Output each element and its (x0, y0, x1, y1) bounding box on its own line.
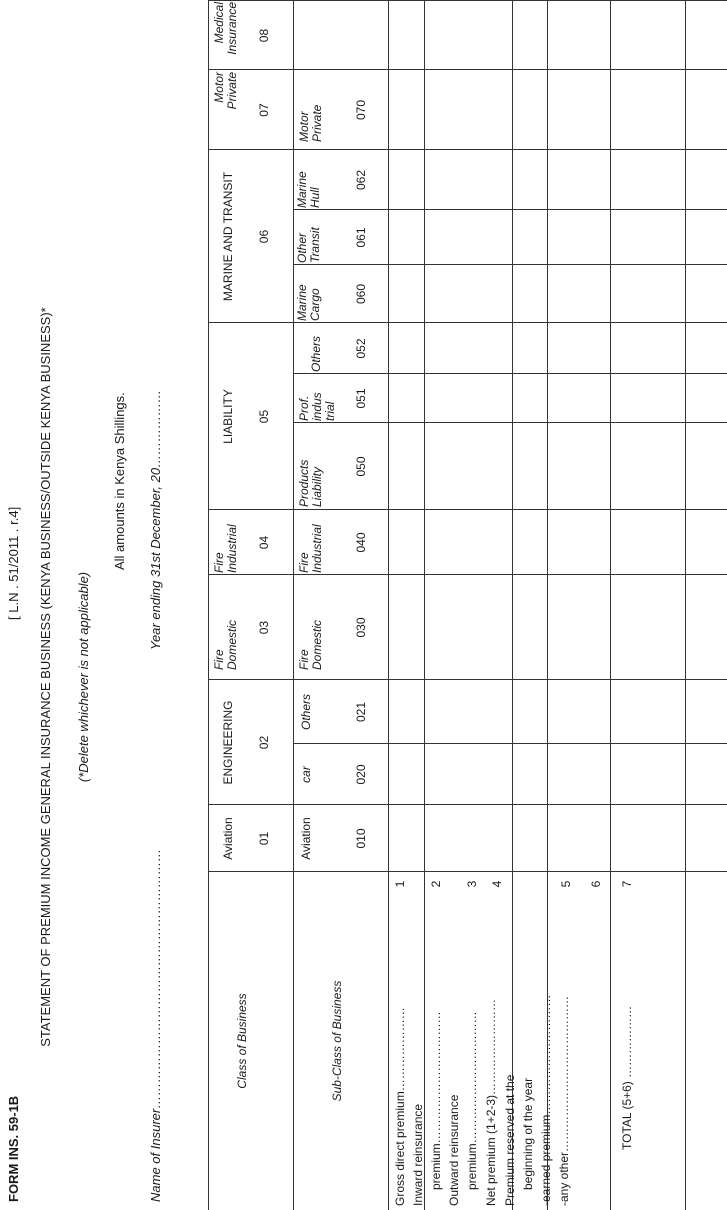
subclass-name: Motor Private (297, 104, 324, 142)
table-rule (208, 804, 727, 805)
row-label: Outward reinsurance (447, 1094, 461, 1206)
subclass-code: 040 (354, 532, 368, 553)
row-label: -any other………………………………… (557, 995, 571, 1206)
table-rule (293, 0, 294, 1210)
subclass-code: 010 (354, 828, 368, 849)
subclass-code: 052 (354, 338, 368, 359)
class-of-business-label: Class of Business (235, 993, 249, 1089)
year-ending-field[interactable]: Year ending 31st December, 20……………… (148, 389, 163, 650)
subclass-code: 061 (354, 227, 368, 248)
subclass-name: Products Liability (297, 459, 324, 507)
subclass-code: 030 (354, 617, 368, 638)
table-rule (208, 871, 727, 872)
table-rule (208, 322, 727, 323)
class-name: LIABILITY (221, 389, 235, 444)
table-rule (388, 0, 389, 1210)
row-label: premium…………………………… (465, 1011, 479, 1190)
table-rule (424, 0, 425, 1210)
table-rule (208, 574, 727, 575)
subclass-code: 060 (354, 283, 368, 305)
name-of-insurer-field[interactable]: Name of Insurer…………………………………………………… (148, 848, 163, 1202)
class-code: 06 (257, 229, 271, 244)
class-code: 03 (257, 620, 271, 635)
subclass-code: 051 (354, 388, 368, 409)
row-label: Inward reinsurance (411, 1103, 425, 1206)
delete-note: (*Delete whichever is not applicable) (76, 571, 91, 783)
table-rule (208, 679, 727, 680)
table-rule (610, 0, 611, 1210)
row-label: Premium reserved at the (503, 1074, 517, 1206)
table-rule (685, 0, 686, 1210)
table-rule (512, 0, 513, 1210)
row-label: TOTAL (5+6) ……………… (620, 1005, 634, 1150)
table-rule (208, 0, 209, 1210)
subclass-name: Others (299, 694, 313, 731)
table-rule (208, 0, 727, 1)
row-number: 2 (429, 880, 443, 888)
class-name: Medical Insurance (212, 2, 239, 55)
table-rule (208, 149, 727, 150)
row-number: 6 (589, 880, 603, 888)
subclass-name: Aviation (299, 817, 313, 860)
class-name: Fire Industrial (212, 524, 239, 573)
row-label: Gross direct premium………………… (393, 1007, 407, 1206)
amounts-note: All amounts in Kenya Shillings. (112, 392, 127, 570)
class-code: 04 (257, 535, 271, 550)
subclass-name: Fire Industrial (297, 524, 324, 573)
subclass-name: Other Transit (295, 227, 322, 263)
table-rule (208, 69, 727, 70)
class-name: MARINE AND TRANSIT (221, 171, 235, 302)
form-number: FORM INS. 59-1B (6, 1095, 21, 1202)
class-code: 08 (257, 28, 271, 43)
subclass-code: 020 (354, 764, 368, 785)
subclass-code: 062 (354, 169, 368, 191)
class-code: 07 (257, 103, 271, 117)
row-label: Net premium (1+2-3)…………………… (484, 998, 498, 1206)
subclass-name: Marine Hull (295, 171, 322, 208)
row-number: 7 (620, 880, 634, 888)
subclass-code: 050 (354, 456, 368, 477)
row-number: 4 (490, 880, 504, 888)
row-label: -earned premium………………………… (539, 994, 553, 1206)
subclass-name: Prof. indus trial (297, 392, 337, 421)
class-code: 02 (257, 735, 271, 750)
table-rule (208, 509, 727, 510)
class-name: Aviation (221, 817, 235, 860)
statement-title: STATEMENT OF PREMIUM INCOME GENERAL INSURANCE BUSINESS (KENYA BUSINESS/OUTSIDE KENYA BUSINESS)* (38, 307, 53, 1047)
legal-reference: [ L.N . 51/2011 . r.4] (6, 506, 21, 620)
row-label: beginning of the year (521, 1077, 535, 1190)
subclass-code: 070 (354, 99, 368, 121)
subclass-name: Fire Domestic (297, 619, 324, 670)
row-number: 5 (559, 880, 573, 888)
subclass-name: Others (309, 335, 323, 372)
subclass-name: car (299, 766, 313, 783)
class-name: Motor Private (212, 72, 239, 110)
subclass-of-business-label: Sub-Class of Business (330, 980, 344, 1102)
class-code: 05 (257, 409, 271, 424)
class-name: Fire Domestic (212, 619, 239, 670)
subclass-name: Marine Cargo (295, 284, 322, 321)
row-label: premium…………………………… (429, 1011, 443, 1190)
subclass-code: 021 (354, 701, 368, 723)
row-number: 1 (393, 880, 407, 888)
row-number: 3 (465, 880, 479, 888)
class-name: ENGINEERING (221, 700, 235, 785)
class-code: 01 (257, 831, 271, 846)
